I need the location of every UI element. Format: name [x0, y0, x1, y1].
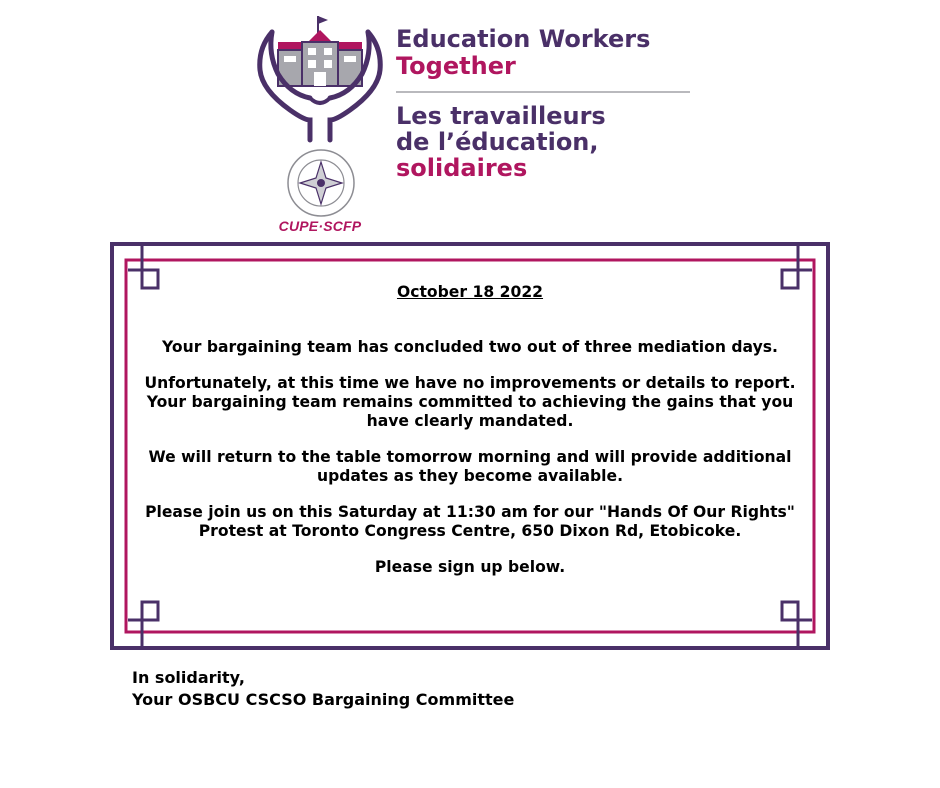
title-fr-line1: Les travailleurs — [396, 102, 606, 130]
signature — [132, 667, 514, 711]
notice-paragraph-3: We will return to the table tomorrow morning and will provide additional updates as they become available. — [148, 448, 792, 485]
title-french — [396, 103, 606, 181]
notice-paragraph-2: Unfortunately, at this time we have no improvements or details to report. Your bargaining team remains committed to achieving the gains that you have clearly mandated. — [144, 374, 796, 430]
title-fr-line3: solidaires — [396, 154, 528, 182]
header — [0, 0, 940, 240]
education-workers-seal-icon — [276, 148, 366, 218]
title-fr-line2: de l’éducation, — [396, 128, 599, 156]
hands-holding-school-icon — [240, 8, 390, 148]
title-en-line2: Together — [396, 52, 516, 80]
title-divider — [396, 91, 690, 93]
title-en-line1: Education Workers — [396, 25, 651, 53]
notice-body — [130, 283, 810, 577]
notice-paragraph-1: Your bargaining team has concluded two out of three mediation days. — [162, 338, 778, 356]
union-logo: CUPE·SCFP — [278, 218, 362, 234]
title-english — [396, 26, 650, 80]
notice-paragraph-4: Please join us on this Saturday at 11:30 am for our "Hands Of Our Rights" Protest at Toronto Congress Centre, 650 Dixon Rd, Etobicoke. — [145, 503, 795, 540]
signature-line-1: In solidarity, — [132, 668, 245, 687]
notice-paragraph-5: Please sign up below. — [374, 558, 566, 576]
signature-line-2: Your OSBCU CSCSO Bargaining Committee — [132, 690, 515, 709]
notice-date: October 18 2022 — [396, 283, 544, 301]
